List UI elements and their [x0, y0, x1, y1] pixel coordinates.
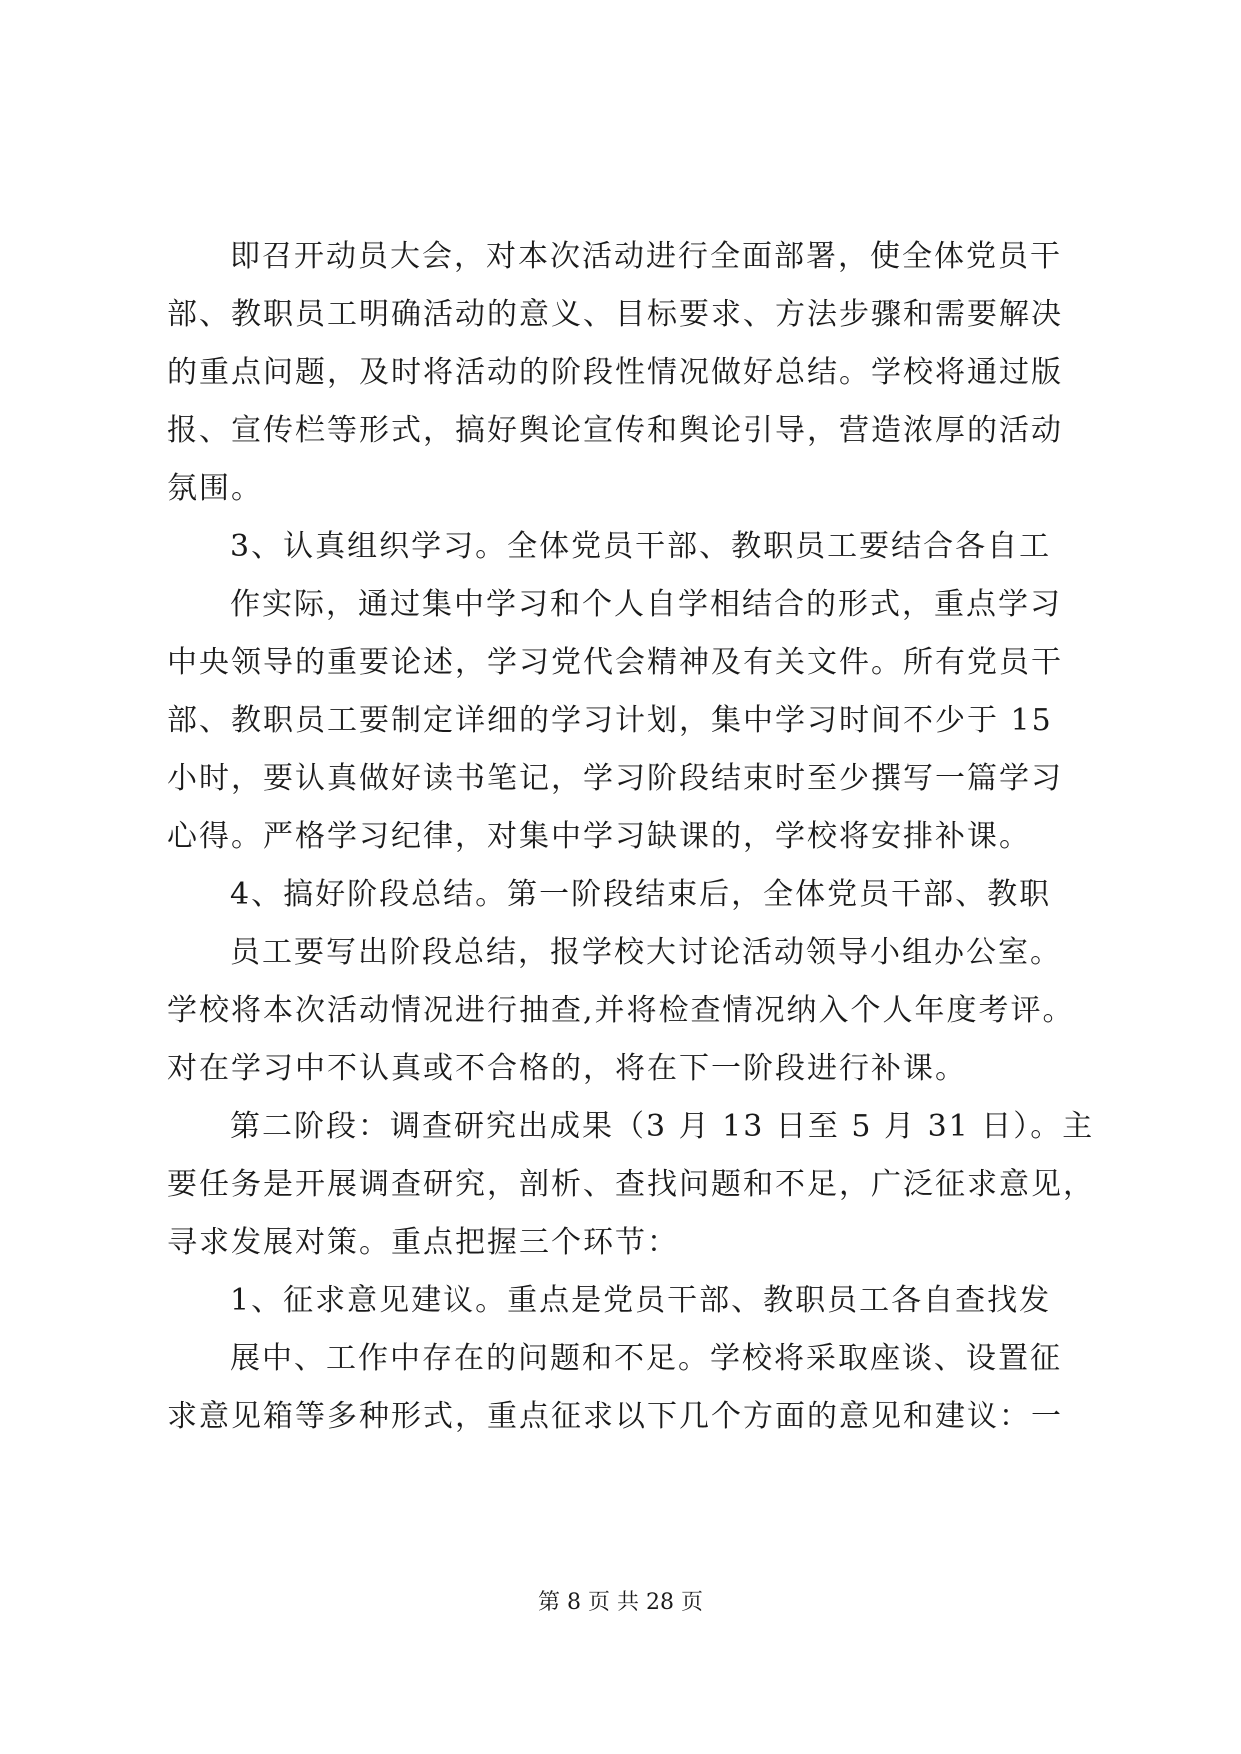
text-line: 小时，要认真做好读书笔记，学习阶段结束时至少撰写一篇学习	[167, 761, 1063, 796]
text-line: 氛围。	[167, 471, 263, 506]
text-line: 心得。严格学习纪律，对集中学习缺课的，学校将安排补课。	[167, 819, 1031, 854]
text-line: 即召开动员大会，对本次活动进行全面部署，使全体党员干	[230, 239, 1062, 274]
text-line: 作实际，通过集中学习和个人自学相结合的形式，重点学习	[230, 587, 1062, 622]
text-line: 要任务是开展调查研究，剖析、查找问题和不足，广泛征求意见，	[167, 1167, 1095, 1202]
text-line: 部、教职员工明确活动的意义、目标要求、方法步骤和需要解决	[167, 297, 1063, 332]
text-line: 学校将本次活动情况进行抽查,并将检查情况纳入个人年度考评。	[167, 993, 1075, 1028]
page-number-label: 第 8 页 共 28 页	[538, 1590, 703, 1615]
text-line: 部、教职员工要制定详细的学习计划，集中学习时间不少于 15	[167, 703, 1053, 738]
text-line: 3、认真组织学习。全体党员干部、教职员工要结合各自工	[230, 529, 1052, 564]
text-line: 第二阶段：调查研究出成果（3 月 13 日至 5 月 31 日）。主	[230, 1109, 1095, 1144]
text-line: 员工要写出阶段总结，报学校大讨论活动领导小组办公室。	[230, 935, 1062, 970]
text-line: 寻求发展对策。重点把握三个环节：	[167, 1225, 679, 1260]
text-line: 的重点问题，及时将活动的阶段性情况做好总结。学校将通过版	[167, 355, 1063, 390]
text-line: 求意见箱等多种形式，重点征求以下几个方面的意见和建议：一	[167, 1399, 1063, 1434]
body-text	[167, 228, 1095, 1446]
text-line: 报、宣传栏等形式，搞好舆论宣传和舆论引导，营造浓厚的活动	[167, 413, 1063, 448]
text-line: 对在学习中不认真或不合格的，将在下一阶段进行补课。	[167, 1051, 967, 1086]
text-line: 1、征求意见建议。重点是党员干部、教职员工各自查找发	[230, 1283, 1052, 1318]
text-line: 中央领导的重要论述，学习党代会精神及有关文件。所有党员干	[167, 645, 1063, 680]
text-line: 4、搞好阶段总结。第一阶段结束后，全体党员干部、教职	[230, 877, 1052, 912]
text-line: 展中、工作中存在的问题和不足。学校将采取座谈、设置征	[230, 1341, 1062, 1376]
page-footer	[0, 1588, 1241, 1618]
